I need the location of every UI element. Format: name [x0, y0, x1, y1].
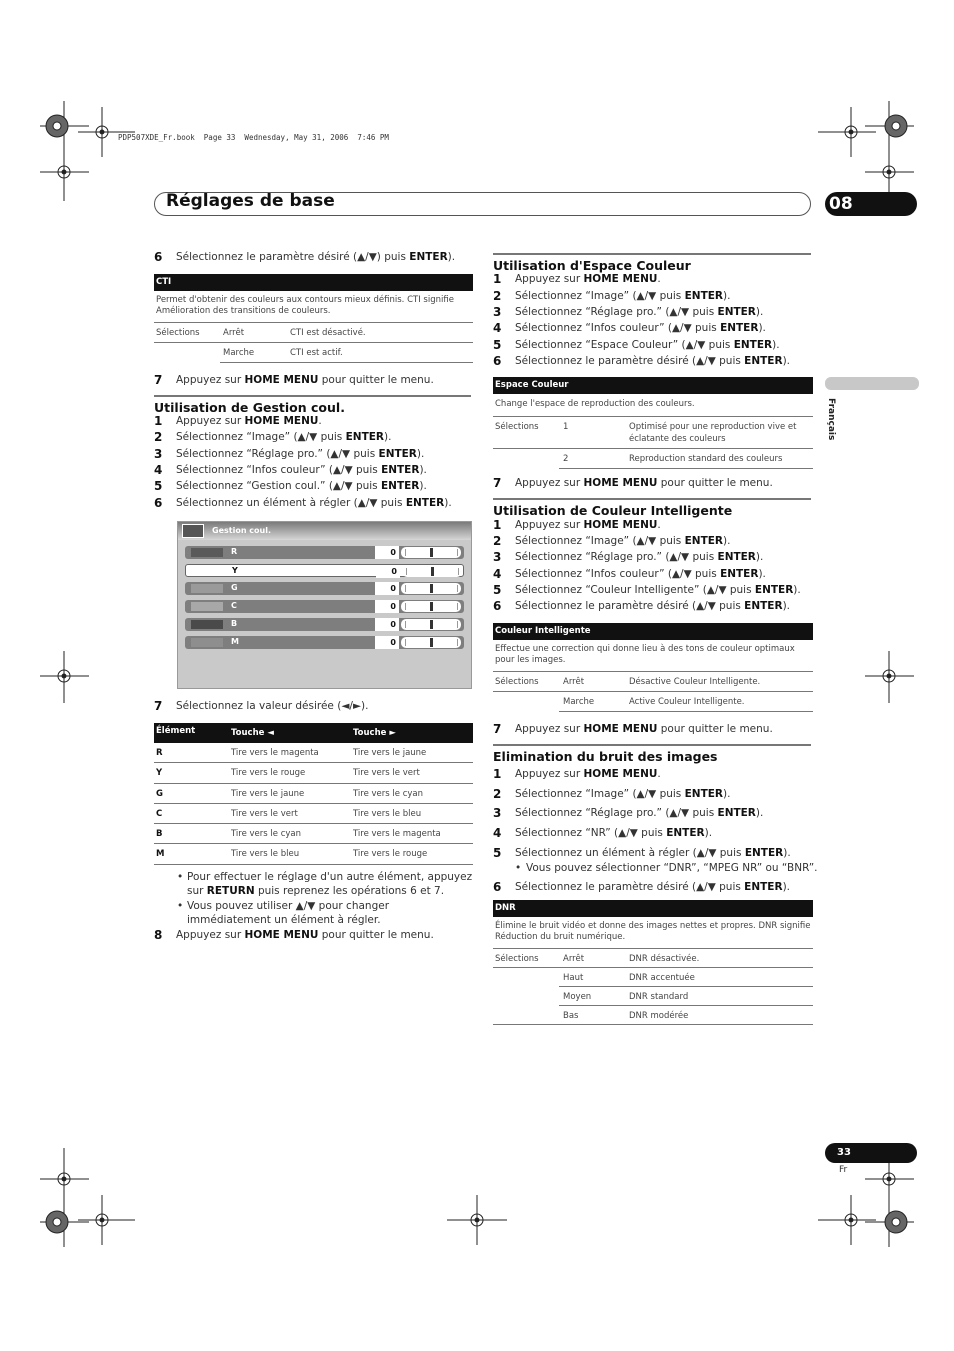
- cell: Arrêt: [223, 327, 245, 338]
- step-text: [515, 827, 712, 839]
- section-gestion: Utilisation de Gestion coul.: [154, 395, 471, 415]
- note-text: Vous pouvez sélectionner “DNR”, “MPEG NR” ou “BNR”.: [526, 862, 818, 874]
- cti-table: [154, 274, 473, 363]
- cell: Tire vers le magenta: [353, 829, 441, 840]
- table-row: [220, 343, 473, 363]
- key: ENTER: [733, 339, 773, 351]
- step-post: ).: [755, 551, 764, 563]
- step-end: ).: [447, 251, 456, 263]
- key: ENTER: [754, 584, 794, 596]
- osd-label: G: [231, 583, 238, 592]
- step-number: 2: [493, 787, 502, 801]
- cell: R: [156, 748, 163, 758]
- table-description: Effectue une correction qui donne lieu à des tons de couleur optimaux pour les images.: [493, 640, 813, 672]
- step-post: ).: [755, 807, 764, 819]
- step-pre: Appuyez sur: [515, 273, 584, 285]
- cell: Bas: [563, 1010, 579, 1021]
- osd-value: 0: [375, 600, 399, 613]
- step-pre: Sélectionnez le paramètre désiré (▲/▼ puis: [515, 881, 745, 893]
- step-pre: Sélectionnez un élément à régler (▲/▼ puis: [515, 847, 745, 859]
- step-number: 6: [493, 354, 502, 368]
- osd-label: R: [231, 547, 238, 556]
- table-row: [493, 949, 813, 968]
- table-row: [559, 987, 813, 1006]
- table-description: Élimine le bruit vidéo et donne des images nettes et propres. DNR signifie Réduction du bruit numérique.: [493, 917, 813, 949]
- key: ENTER: [744, 600, 783, 612]
- section-espace: Utilisation d'Espace Couleur: [493, 253, 811, 273]
- key: HOME MENU: [583, 768, 658, 780]
- step-pre: Sélectionnez “Image” (▲/▼ puis: [515, 535, 685, 547]
- osd-titlebar: [178, 522, 471, 540]
- language-tab: [825, 377, 919, 390]
- table-row: [154, 743, 473, 763]
- step-number: 3: [493, 806, 502, 820]
- step-text: [176, 415, 322, 427]
- step-number: 5: [154, 479, 163, 493]
- cell: Tire vers le rouge: [231, 768, 306, 779]
- return-key: RETURN: [206, 884, 255, 897]
- key: ENTER: [744, 881, 783, 893]
- osd-value: 0: [375, 582, 399, 595]
- cell: Tire vers le vert: [231, 808, 298, 819]
- slider-knob[interactable]: [430, 584, 433, 593]
- page-title: Réglages de base: [166, 191, 335, 211]
- step-pre: Sélectionnez “Image” (▲/▼ puis: [515, 788, 685, 800]
- step-number: 8: [154, 928, 163, 942]
- step-pre: Appuyez sur: [515, 477, 584, 489]
- cell: Tire vers le jaune: [231, 788, 305, 799]
- color-swatch: [191, 638, 223, 647]
- step-text: [176, 251, 455, 263]
- osd-label: Y: [232, 566, 238, 575]
- osd-label: C: [231, 601, 237, 610]
- slider-knob[interactable]: [430, 638, 433, 647]
- step-number: 6: [154, 496, 163, 510]
- slider-knob[interactable]: [430, 620, 433, 629]
- osd-row[interactable]: [185, 600, 464, 613]
- table-row: [154, 323, 473, 343]
- home-menu-key: HOME MENU: [244, 929, 319, 941]
- cell: Optimisé pour une reproduction vive et éclatante des couleurs: [629, 422, 797, 444]
- slider-knob[interactable]: [431, 567, 434, 576]
- note: [177, 871, 473, 898]
- slider-tick: [457, 549, 458, 556]
- slider-tick: [406, 568, 407, 575]
- slider-tick: [458, 568, 459, 575]
- slider-tick: [405, 549, 406, 556]
- key: ENTER: [720, 322, 759, 334]
- step-post: pour quitter le menu.: [657, 477, 773, 489]
- osd-slider[interactable]: [401, 637, 461, 648]
- cell: CTI est actif.: [290, 347, 343, 358]
- step-post: pour quitter le menu.: [318, 929, 434, 941]
- step-post: ).: [783, 847, 791, 859]
- step-pre: Sélectionnez “Couleur Intelligente” (▲/▼ puis: [515, 584, 755, 596]
- cell: Sélections: [495, 422, 539, 433]
- table-title: Couleur Intelligente: [493, 623, 813, 640]
- step-pre: Appuyez sur: [176, 415, 245, 427]
- slider-knob[interactable]: [430, 548, 433, 557]
- file-info: PDP507XDE_Fr.book Page 33 Wednesday, May 31, 2006 7:46 PM: [118, 133, 389, 142]
- cell: 2: [563, 454, 569, 465]
- key: HOME MENU: [583, 519, 658, 531]
- step-number: 4: [493, 321, 502, 335]
- key: ENTER: [720, 568, 759, 580]
- osd-row[interactable]: [185, 618, 464, 631]
- step-number: 1: [154, 414, 163, 428]
- step-number: 5: [493, 338, 502, 352]
- cell: Arrêt: [563, 953, 585, 964]
- step-number: 4: [154, 463, 163, 477]
- osd-row[interactable]: [185, 564, 464, 577]
- step-pre: Sélectionnez “Réglage pro.” (▲/▼ puis: [515, 807, 718, 819]
- page-number: 33: [825, 1143, 917, 1163]
- step-number: 2: [493, 289, 502, 303]
- table-row: [154, 844, 473, 864]
- step-number: 7: [493, 722, 502, 736]
- home-menu-key: HOME MENU: [583, 477, 658, 489]
- step-text: [515, 788, 730, 800]
- step-post: .: [657, 273, 661, 285]
- slider-tick: [457, 621, 458, 628]
- step-text: [176, 374, 434, 386]
- step-number: 4: [493, 826, 502, 840]
- step-pre: Sélectionnez le paramètre désiré (▲/▼ puis: [515, 355, 745, 367]
- color-swatch: [192, 567, 224, 576]
- step-number: 3: [493, 550, 502, 564]
- step-text: [515, 535, 730, 547]
- note-text: puis reprenez les opérations 6 et 7.: [254, 884, 445, 897]
- color-swatch: [191, 548, 223, 557]
- table-row: [493, 417, 813, 449]
- osd-slider[interactable]: [401, 619, 461, 630]
- key: ENTER: [378, 448, 417, 460]
- step-text: [176, 448, 424, 460]
- note-text: Pour effectuer le réglage d'un autre élément, appuyez sur: [187, 871, 473, 897]
- color-swatch: [191, 620, 223, 629]
- table-description: Change l'espace de reproduction des couleurs.: [493, 394, 813, 417]
- cell: DNR modérée: [629, 1010, 689, 1021]
- osd-gestion-screen: [177, 521, 472, 689]
- step-post: ).: [782, 600, 790, 612]
- step-number: 1: [493, 767, 502, 781]
- color-swatch: [191, 584, 223, 593]
- step-post: .: [318, 415, 322, 427]
- cell: Sélections: [156, 327, 200, 338]
- step-post: ).: [755, 306, 764, 318]
- step-pre: Sélectionnez “Infos couleur” (▲/▼ puis: [176, 464, 382, 476]
- page-language: Fr: [839, 1165, 848, 1175]
- step-post: ).: [793, 584, 801, 596]
- step-text: [515, 568, 766, 580]
- step-post: ).: [772, 339, 780, 351]
- step-pre: Sélectionnez le paramètre désiré (: [176, 251, 358, 263]
- key: ENTER: [684, 535, 724, 547]
- osd-slider[interactable]: [401, 547, 461, 558]
- osd-value: 0: [375, 636, 399, 649]
- osd-label: M: [231, 637, 239, 646]
- step-pre: Sélectionnez “Image” (▲/▼ puis: [176, 431, 346, 443]
- bullet: •: [177, 871, 184, 883]
- key: ENTER: [684, 788, 724, 800]
- osd-row[interactable]: [185, 582, 464, 595]
- step-number: 5: [493, 583, 502, 597]
- step-text: [176, 464, 427, 476]
- color-swatch: [191, 602, 223, 611]
- step-post: pour quitter le menu.: [657, 723, 773, 735]
- step-number: 7: [493, 476, 502, 490]
- cell: G: [156, 788, 163, 799]
- osd-slider[interactable]: [402, 566, 462, 577]
- key: ENTER: [666, 827, 705, 839]
- step-pre: Appuyez sur: [515, 519, 584, 531]
- step-pre: Appuyez sur: [176, 929, 245, 941]
- step-post: .: [657, 768, 661, 780]
- step-pre: Sélectionnez “Gestion coul.” (▲/▼ puis: [176, 480, 381, 492]
- step-number: 6: [493, 880, 502, 894]
- key: ENTER: [717, 306, 756, 318]
- step-post: ).: [416, 448, 425, 460]
- step-post: ).: [782, 881, 790, 893]
- step-number: 2: [154, 430, 163, 444]
- step-pre: Appuyez sur: [515, 768, 584, 780]
- step-text: [176, 480, 427, 492]
- step-number: 2: [493, 534, 502, 548]
- step-pre: Appuyez sur: [515, 723, 584, 735]
- cell: C: [156, 808, 163, 819]
- table-header: [154, 723, 473, 743]
- step-text: [176, 497, 452, 509]
- slider-tick: [405, 585, 406, 592]
- step-post: ).: [782, 355, 790, 367]
- cell: Tire vers le bleu: [353, 808, 422, 819]
- step-number: 1: [493, 518, 502, 532]
- cell: DNR désactivée.: [629, 953, 700, 964]
- step-number: 5: [493, 846, 502, 860]
- cell: DNR accentuée: [629, 972, 695, 983]
- osd-label: B: [231, 619, 238, 628]
- step-text: [515, 768, 661, 780]
- step-number: 4: [493, 567, 502, 581]
- cell: 1: [563, 422, 569, 433]
- slider-knob[interactable]: [430, 602, 433, 611]
- home-menu-key: HOME MENU: [583, 723, 658, 735]
- step-text: [515, 584, 801, 596]
- dnr-table: [493, 900, 813, 1025]
- step-post: ).: [444, 497, 452, 509]
- step-post: ).: [758, 568, 766, 580]
- cell: Tire vers le cyan: [231, 829, 302, 840]
- slider-tick: [457, 603, 458, 610]
- note: [177, 900, 473, 927]
- cell: B: [156, 829, 163, 840]
- step-post: ).: [723, 535, 731, 547]
- cell: Y: [156, 768, 163, 779]
- cell: Arrêt: [563, 676, 585, 687]
- slider-tick: [405, 621, 406, 628]
- step-number: 6: [154, 250, 163, 264]
- key: ENTER: [405, 497, 445, 509]
- step-pre: Sélectionnez “Infos couleur” (▲/▼ puis: [515, 568, 721, 580]
- table-row: [154, 804, 473, 824]
- step-pre: Sélectionnez “Réglage pro.” (▲/▼ puis: [515, 551, 718, 563]
- table-row: [559, 968, 813, 987]
- key: HOME MENU: [583, 273, 658, 285]
- slider-tick: [457, 639, 458, 646]
- table-title: CTI: [154, 274, 473, 291]
- step-text: [515, 551, 763, 563]
- section-intel: Utilisation de Couleur Intelligente: [493, 498, 811, 518]
- cell: CTI est désactivé.: [290, 327, 366, 338]
- step-mid: ) puis: [376, 251, 410, 263]
- cell: Marche: [223, 347, 255, 358]
- step-text: [515, 355, 790, 367]
- table-title: Espace Couleur: [493, 377, 813, 394]
- step-post: ).: [419, 480, 427, 492]
- step-text: [515, 600, 790, 612]
- step-post: ).: [723, 290, 731, 302]
- step-pre: Sélectionnez le paramètre désiré (▲/▼ puis: [515, 600, 745, 612]
- cell: M: [156, 849, 165, 860]
- step-text: [515, 322, 766, 334]
- step-pre: Sélectionnez un élément à régler (▲/▼ puis: [176, 497, 406, 509]
- arrows-icon: ▲/▼: [357, 251, 377, 263]
- step-text: [515, 723, 773, 735]
- step-post: ).: [723, 788, 731, 800]
- header-cell: Élément: [156, 726, 196, 736]
- table-title: DNR: [493, 900, 813, 917]
- section-bruit: Elimination du bruit des images: [493, 744, 811, 764]
- header-cell: Touche ◄: [231, 728, 274, 738]
- step-pre: Appuyez sur: [176, 374, 245, 386]
- step-pre: Sélectionnez “NR” (▲/▼ puis: [515, 827, 667, 839]
- step-number: 3: [493, 305, 502, 319]
- step-text: [515, 339, 780, 351]
- step-text: [176, 929, 434, 941]
- step-number: 7: [154, 373, 163, 387]
- cell: Moyen: [563, 991, 592, 1002]
- step-post: ).: [419, 464, 427, 476]
- header-cell: Touche ►: [353, 728, 396, 738]
- cell: Tire vers le rouge: [353, 849, 428, 860]
- enter-key: ENTER: [409, 251, 448, 263]
- key: ENTER: [381, 464, 420, 476]
- cell: Tire vers le magenta: [231, 748, 319, 758]
- step-text: [515, 881, 790, 893]
- note-text: Vous pouvez utiliser ▲/▼ pour changer immédiatement un élément à régler.: [187, 900, 390, 926]
- osd-value: 0: [375, 546, 399, 559]
- step-number: 7: [154, 699, 163, 713]
- cell: Désactive Couleur Intelligente.: [629, 676, 761, 687]
- table-row: [493, 672, 813, 692]
- cell: Reproduction standard des couleurs: [629, 454, 783, 465]
- cell: Sélections: [495, 953, 539, 964]
- osd-row[interactable]: [185, 546, 464, 559]
- key: HOME MENU: [244, 415, 319, 427]
- key: ENTER: [381, 480, 420, 492]
- key: ENTER: [744, 847, 784, 859]
- osd-value: 0: [376, 565, 400, 578]
- step-text: [515, 273, 661, 285]
- cell: Active Couleur Intelligente.: [629, 696, 745, 707]
- table-row: [559, 449, 813, 469]
- slider-tick: [457, 585, 458, 592]
- step-post: pour quitter le menu.: [318, 374, 434, 386]
- table-row: [154, 824, 473, 844]
- step-number: 6: [493, 599, 502, 613]
- key: ENTER: [717, 551, 756, 563]
- key: ENTER: [717, 807, 756, 819]
- osd-row[interactable]: [185, 636, 464, 649]
- osd-slider[interactable]: [401, 583, 461, 594]
- step-post: ).: [758, 322, 766, 334]
- step-pre: Sélectionnez “Image” (▲/▼ puis: [515, 290, 685, 302]
- cell: DNR standard: [629, 991, 689, 1002]
- step-text: [515, 519, 661, 531]
- step-number: 3: [154, 447, 163, 461]
- step-pre: Sélectionnez “Réglage pro.” (▲/▼ puis: [515, 306, 718, 318]
- cell: Haut: [563, 972, 584, 983]
- osd-title: Gestion coul.: [212, 526, 272, 535]
- step-text: Sélectionnez la valeur désirée (◄/►).: [176, 700, 369, 712]
- note-list: [177, 871, 473, 928]
- cell: Tire vers le jaune: [353, 748, 427, 758]
- key: ENTER: [684, 290, 724, 302]
- cell: Tire vers le vert: [353, 768, 420, 779]
- table-description: Permet d'obtenir des couleurs aux contours mieux définis. CTI signifie Amélioration des transitions de couleurs.: [154, 291, 473, 323]
- step-text: [515, 290, 730, 302]
- table-row: [154, 763, 473, 783]
- osd-value: 0: [375, 618, 399, 631]
- step-post: ).: [704, 827, 713, 839]
- bullet: •: [515, 862, 522, 874]
- step-number: 1: [493, 272, 502, 286]
- slider-tick: [405, 639, 406, 646]
- table-row: [154, 784, 473, 804]
- cell: Tire vers le cyan: [353, 788, 424, 799]
- language-label: Français: [826, 398, 836, 441]
- step-text: [176, 431, 391, 443]
- step-post: .: [657, 519, 661, 531]
- step-text: [515, 807, 763, 819]
- table-row: [493, 1006, 813, 1025]
- espace-table: [493, 377, 813, 469]
- cell: Tire vers le bleu: [231, 849, 300, 860]
- step-pre: Sélectionnez “Espace Couleur” (▲/▼ puis: [515, 339, 734, 351]
- step-post: ).: [384, 431, 392, 443]
- cell: Marche: [563, 696, 595, 707]
- step-pre: Sélectionnez “Réglage pro.” (▲/▼ puis: [176, 448, 379, 460]
- key: ENTER: [744, 355, 783, 367]
- step-text: [515, 477, 773, 489]
- step-text: [515, 847, 791, 859]
- menu-icon: [182, 524, 204, 538]
- home-menu-key: HOME MENU: [244, 374, 319, 386]
- cell: Sélections: [495, 676, 539, 687]
- step-text: [515, 306, 763, 318]
- color-table: [154, 723, 473, 865]
- chapter-badge: 08: [825, 192, 917, 216]
- table-row: [559, 692, 813, 712]
- slider-tick: [405, 603, 406, 610]
- step-pre: Sélectionnez “Infos couleur” (▲/▼ puis: [515, 322, 721, 334]
- key: ENTER: [345, 431, 385, 443]
- bullet: •: [177, 900, 184, 913]
- osd-slider[interactable]: [401, 601, 461, 612]
- intel-table: [493, 623, 813, 712]
